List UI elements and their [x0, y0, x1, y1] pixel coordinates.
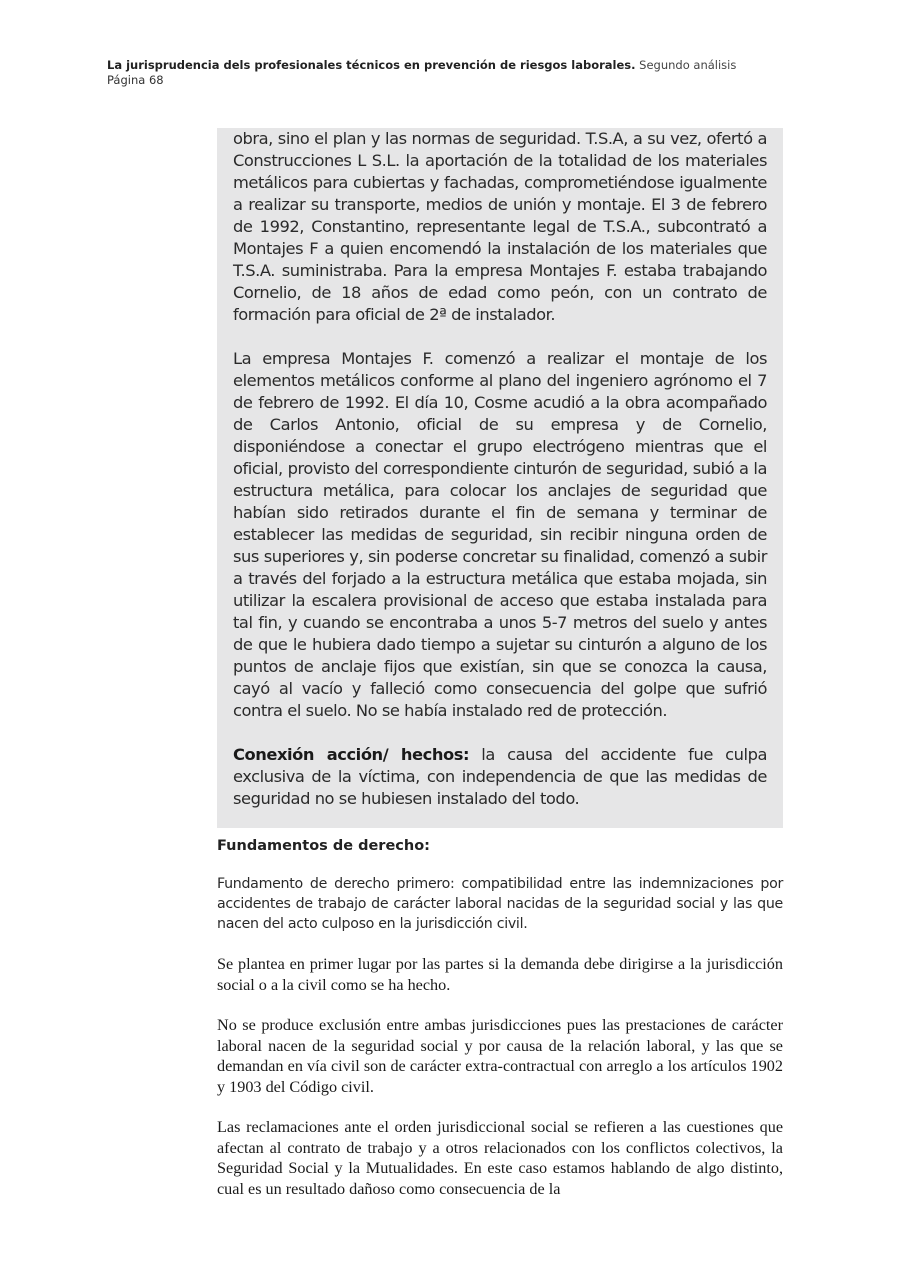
body-paragraph-2: No se produce exclusión entre ambas jurisdicciones pues las prestaciones de carácter laboral nacen de la seguridad social y por causa de la relación laboral, y las que se demandan en vía civil son de carácter extra-contractual con arreglo a los artículos 1902 y 1903 del Código civil. [217, 1016, 783, 1096]
section-heading: Fundamentos de derecho: [217, 838, 430, 854]
main-text [217, 836, 783, 1199]
connection-label: Conexión acción/ hechos: [233, 745, 470, 764]
facts-paragraph-1: obra, sino el plan y las normas de seguridad. T.S.A, a su vez, ofertó a Construcciones L S.L. la aportación de la totalidad de los materiales metálicos para cubiertas y fachadas, comprometiéndose igualmente a realizar su transporte, medios de unión y montaje. El 3 de febrero de 1992, Constantino, representante legal de T.S.A., subcontrató a Montajes F a quien encomendó la instalación de los materiales que T.S.A. suministraba. Para la empresa Montajes F. estaba trabajando Cornelio, de 18 años de edad como peón, con un contrato de formación para oficial de 2ª de instalador. [233, 129, 767, 324]
body-paragraph-1: Se plantea en primer lugar por las partes si la demanda debe dirigirse a la jurisdicción social o a la civil como se ha hecho. [217, 955, 783, 994]
connection-text: la causa del accidente fue culpa exclusiva de la víctima, con independencia de que las medidas de seguridad no se hubiesen instalado del todo. [233, 745, 767, 808]
case-facts-box [217, 128, 783, 828]
page-number: Página 68 [107, 73, 164, 87]
page-header [107, 58, 807, 88]
body-paragraph-3: Las reclamaciones ante el orden jurisdiccional social se refieren a las cuestiones que afectan al contrato de trabajo y a otros relacionados con los conflictos colectivos, la Seguridad Social y la Mutualidades. En este caso estamos hablando de algo distinto, cual es un resultado dañoso como consecuencia de la [217, 1118, 783, 1198]
document-title: La jurisprudencia dels profesionales técnicos en prevención de riesgos laborales. [107, 58, 636, 72]
document-subtitle: Segundo análisis [639, 58, 737, 72]
facts-paragraph-2: La empresa Montajes F. comenzó a realizar el montaje de los elementos metálicos conforme al plano del ingeniero agrónomo el 7 de febrero de 1992. El día 10, Cosme acudió a la obra acompañado de Carlos Antonio, oficial de su empresa y de Cornelio, disponiéndose a conectar el grupo electrógeno mientras que el oficial, provisto del correspondiente cinturón de seguridad, subió a la estructura metálica, para colocar los anclajes de seguridad que habían sido retirados durante el fin de semana y terminar de establecer las medidas de seguridad, sin recibir ninguna orden de sus superiores y, sin poderse concretar su finalidad, comenzó a subir a través del forjado a la estructura metálica que estaba mojada, sin utilizar la escalera provisional de acceso que estaba instalada para tal fin, y cuando se encontraba a unos 5-7 metros del suelo y antes de que le hubiera dado tiempo a sujetar su cinturón a alguno de los puntos de anclaje fijos que existían, sin que se conozca la causa, cayó al vacío y falleció como consecuencia del golpe que sufrió contra el suelo. No se había instalado red de protección. [233, 349, 767, 720]
subsection-heading: Fundamento de derecho primero: compatibilidad entre las indemnizaciones por accidentes de trabajo de carácter laboral nacidas de la seguridad social y las que nacen del acto culposo en la jurisdicción civil. [217, 876, 783, 932]
facts-paragraph-3 [233, 744, 767, 810]
